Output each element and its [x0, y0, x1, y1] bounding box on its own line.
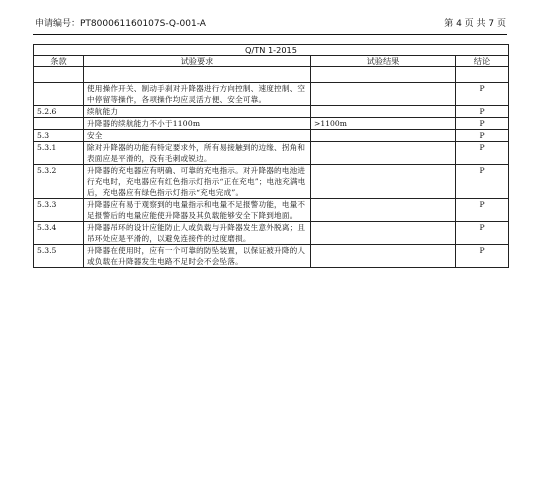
table-row	[34, 118, 509, 130]
requirement-cell: 升降器的续航能力不小于1100m	[84, 118, 311, 130]
table-row	[34, 222, 509, 245]
requirement-cell: 升降器的充电器应有明确、可靠的充电指示。对升降器的电池进行充电时，充电器应有红色指示灯指示“正在充电”；电池充满电后，充电器应有绿色指示灯指示“充电完成”。	[84, 165, 311, 199]
conclusion-cell: P	[456, 118, 509, 130]
table-row	[34, 245, 509, 268]
table-row	[34, 199, 509, 222]
conclusion-cell: P	[456, 142, 509, 165]
result-cell	[311, 199, 456, 222]
table-row	[34, 106, 509, 118]
column-header-requirement: 试验要求	[84, 56, 311, 67]
conclusion-cell: P	[456, 130, 509, 142]
test-results-table	[33, 44, 509, 268]
conclusion-cell: P	[456, 199, 509, 222]
clause-cell: 5.2.6	[34, 106, 84, 118]
clause-cell: 5.3.4	[34, 222, 84, 245]
spacer-row	[34, 67, 509, 83]
requirement-cell: 升降器应有易于观察到的电量指示和电量不足报警功能，电量不足报警后的电量应能使升降器及其负载能够安全下降到地面。	[84, 199, 311, 222]
clause-cell: 5.3.3	[34, 199, 84, 222]
result-cell	[311, 130, 456, 142]
clause-cell: 5.3.5	[34, 245, 84, 268]
table-row	[34, 165, 509, 199]
column-header-conclusion: 结论	[456, 56, 509, 67]
conclusion-cell: P	[456, 165, 509, 199]
result-cell: >1100m	[311, 118, 456, 130]
table-row	[34, 130, 509, 142]
requirement-cell: 使用操作开关、制动手刹对升降器进行方向控制、速度控制、空中停留等操作，各项操作均应灵活方便、安全可靠。	[84, 83, 311, 106]
standard-title: Q/TN 1-2015	[34, 45, 509, 56]
requirement-cell: 升降器吊环的设计应能防止人或负载与升降器发生意外脱离；且吊环处应是平滑的，以避免连接件的过度磨损。	[84, 222, 311, 245]
conclusion-cell: P	[456, 106, 509, 118]
column-header-clause: 条款	[34, 56, 84, 67]
table-title-row	[34, 45, 509, 56]
clause-cell	[34, 83, 84, 106]
table-row	[34, 83, 509, 106]
header-divider	[33, 34, 507, 35]
result-cell	[311, 165, 456, 199]
table-header-row	[34, 56, 509, 67]
requirement-cell: 升降器在使用时，应有一个可靠的防坠装置，以保证被升降的人或负载在升降器发生电路不足时会不会坠落。	[84, 245, 311, 268]
doc-number: 申请编号：PT800061160107S-Q-001-A	[35, 19, 206, 29]
requirement-cell: 续航能力	[84, 106, 311, 118]
column-header-result: 试验结果	[311, 56, 456, 67]
result-cell	[311, 142, 456, 165]
result-cell	[311, 83, 456, 106]
conclusion-cell: P	[456, 222, 509, 245]
clause-cell: 5.3	[34, 130, 84, 142]
clause-cell: 5.3.1	[34, 142, 84, 165]
requirement-cell: 安全	[84, 130, 311, 142]
result-cell	[311, 106, 456, 118]
conclusion-cell: P	[456, 245, 509, 268]
clause-cell	[34, 118, 84, 130]
page-info: 第 4 页 共 7 页	[444, 19, 506, 29]
requirement-cell: 除对升降器的功能有特定要求外，所有易接触到的边缘、拐角和表面应是平滑的，没有毛刺或锐边。	[84, 142, 311, 165]
result-cell	[311, 245, 456, 268]
clause-cell: 5.3.2	[34, 165, 84, 199]
result-cell	[311, 222, 456, 245]
conclusion-cell: P	[456, 83, 509, 106]
table-row	[34, 142, 509, 165]
